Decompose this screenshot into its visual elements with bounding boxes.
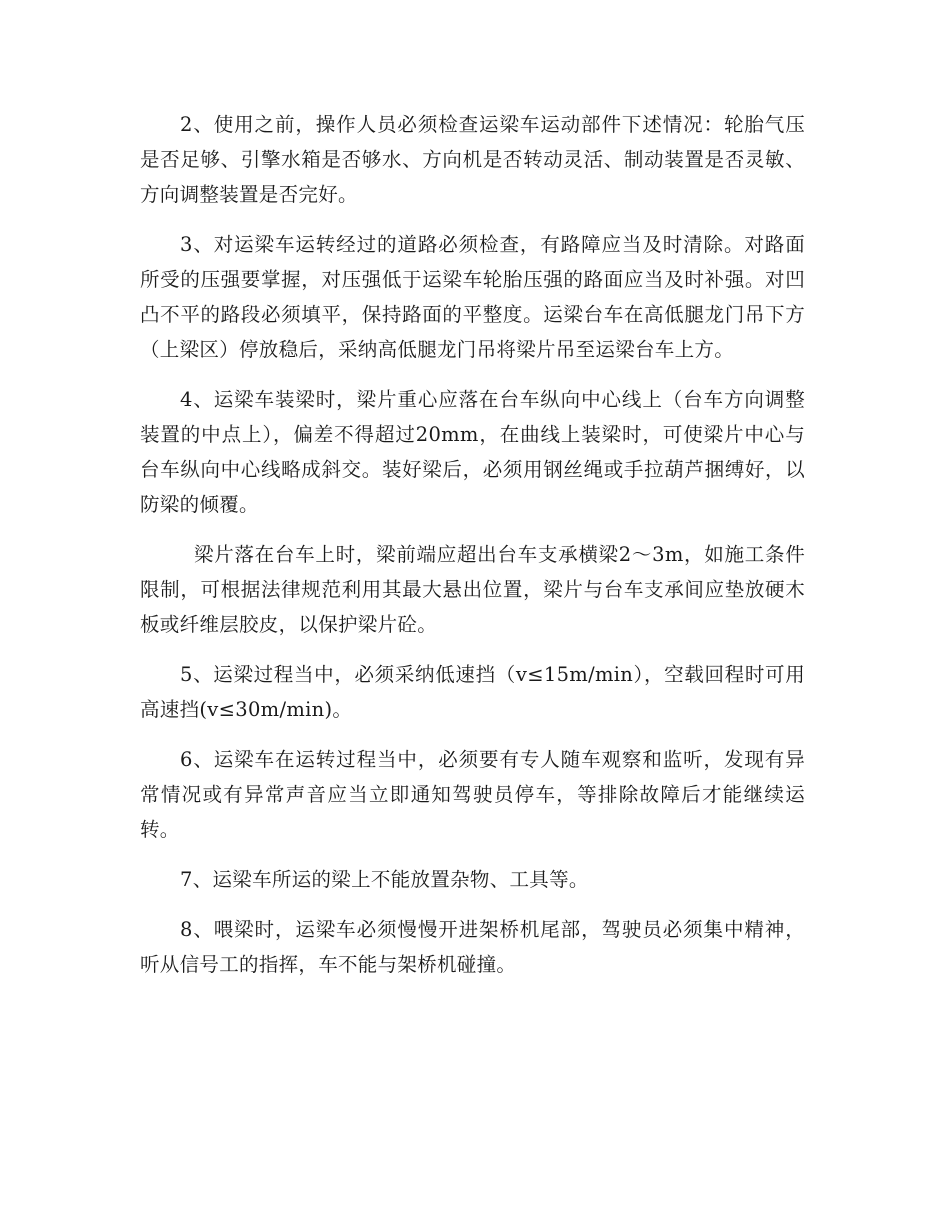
document-page [140, 107, 805, 997]
paragraph-item-5: 5、运梁过程当中，必须采纳低速挡（v≤15m/min），空载回程时可用高速挡(v≤30m/min)。 [140, 663, 805, 721]
paragraph-item-3: 3、对运梁车运转经过的道路必须检查，有路障应当及时清除。对路面所受的压强要掌握，对压强低于运梁车轮胎压强的路面应当及时补强。对凹凸不平的路段必须填平，保持路面的平整度。运梁台车在高低腿龙门吊下方（上梁区）停放稳后，采纳高低腿龙门吊将梁片吊至运梁台车上方。 [140, 233, 805, 361]
paragraph-item-7: 7、运梁车所运的梁上不能放置杂物、工具等。 [180, 868, 589, 891]
paragraph-item-6: 6、运梁车在运转过程当中，必须要有专人随车观察和监听，发现有异常情况或有异常声音应当立即通知驾驶员停车，等排除故障后才能继续运转。 [140, 748, 805, 841]
paragraph-item-8: 8、喂梁时，运梁车必须慢慢开进架桥机尾部，驾驶员必须集中精神，听从信号工的指挥，车不能与架桥机碰撞。 [140, 918, 805, 976]
paragraph-beam-placement: 梁片落在台车上时，梁前端应超出台车支承横梁2～3m，如施工条件限制，可根据法律规范利用其最大悬出位置，梁片与台车支承间应垫放硬木板或纤维层胶皮，以保护梁片砼。 [140, 543, 805, 636]
paragraph-item-2: 2、使用之前，操作人员必须检查运梁车运动部件下述情况：轮胎气压是否足够、引擎水箱是否够水、方向机是否转动灵活、制动装置是否灵敏、方向调整装置是否完好。 [140, 113, 805, 206]
paragraph-item-4: 4、运梁车装梁时，梁片重心应落在台车纵向中心线上（台车方向调整装置的中点上），偏差不得超过20mm，在曲线上装梁时，可使梁片中心与台车纵向中心线略成斜交。装好梁后，必须用钢丝绳或手拉葫芦捆缚好，以防梁的倾覆。 [140, 388, 805, 516]
